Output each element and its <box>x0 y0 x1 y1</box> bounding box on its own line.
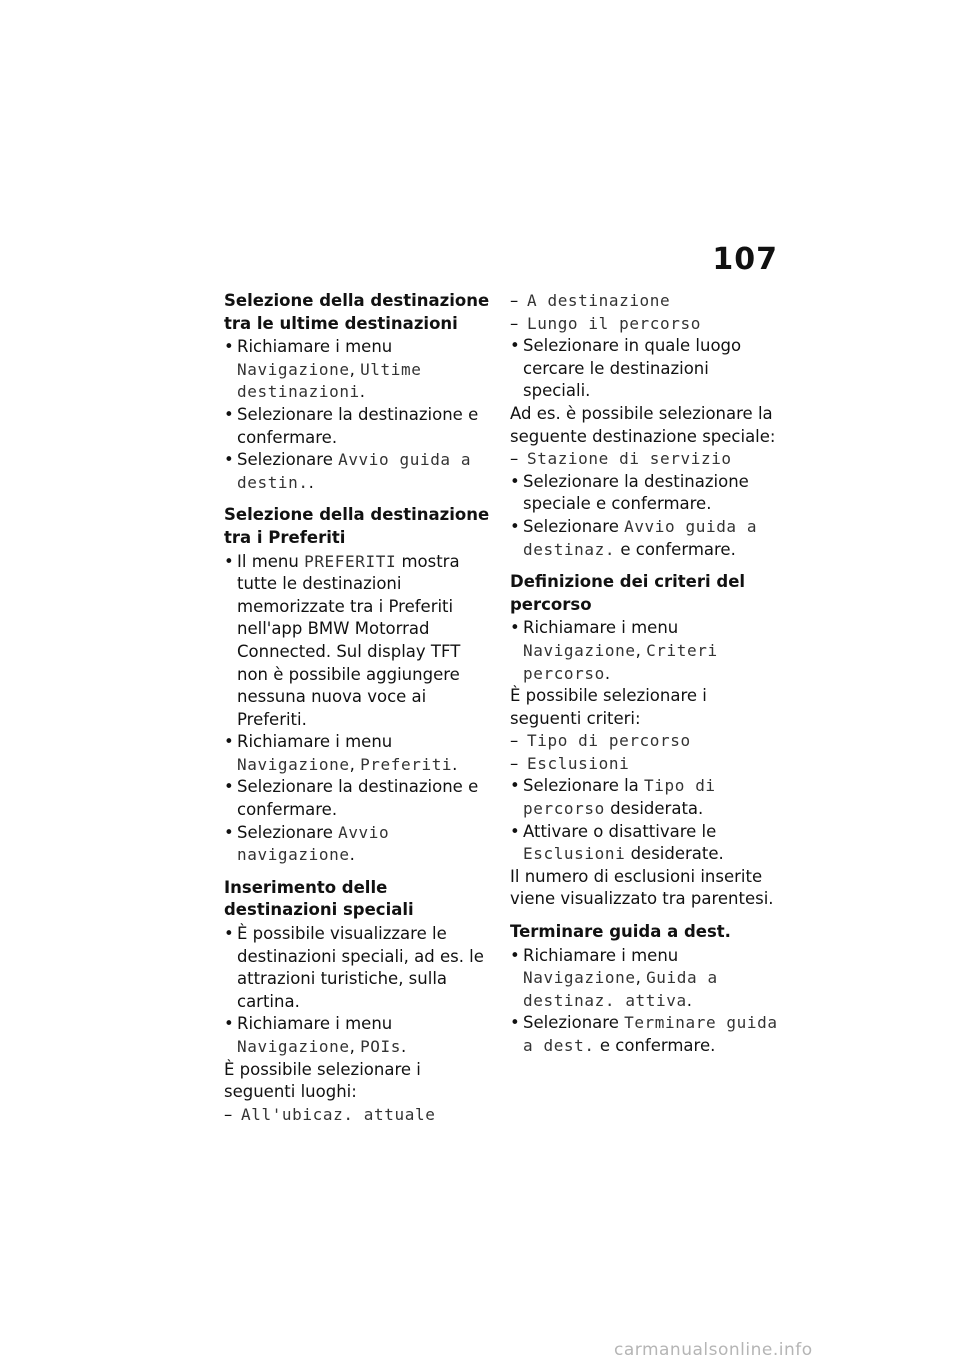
list-item: • Selezionare la destinazione e confermare. <box>224 404 479 447</box>
bullet-icon: • <box>510 618 520 638</box>
list-item: • Il menu PREFERITI mostra tutte le destinazioni memorizzate tra i Preferiti nell'app BMW Motorrad Connected. Sul display TFT non è possibile aggiungere nessuna nuova voce ai Preferiti. <box>224 551 461 729</box>
bullet-icon: • <box>510 1013 520 1033</box>
bullet-icon: • <box>224 404 234 424</box>
paragraph: Il numero di esclusioni inserite viene visualizzato tra parentesi. <box>510 866 774 909</box>
page-number: 107 <box>712 242 778 277</box>
dash-item: – A destinazione <box>510 290 778 313</box>
list-item: • Richiamare i menu Navigazione, Criteri percorso. <box>510 618 718 683</box>
bullet-icon: • <box>510 776 520 796</box>
bullet-icon: • <box>224 450 234 470</box>
dash-icon: – <box>510 313 519 333</box>
list-item: • Richiamare i menu Navigazione, Preferiti. <box>224 732 458 774</box>
list-item: • Selezionare la destinazione speciale e confermare. <box>510 471 749 514</box>
list-item: • Selezionare Avvio guida a destin.. <box>224 450 472 492</box>
dash-icon: – <box>510 291 519 310</box>
dash-icon: – <box>510 449 519 469</box>
bullet-icon: • <box>510 471 520 491</box>
bullet-icon: • <box>224 732 234 752</box>
bullet-icon: • <box>510 821 520 841</box>
dash-item: – Lungo il percorso <box>510 313 778 336</box>
list-item: • Richiamare i menu Navigazione, Guida a destinaz. attiva. <box>510 945 718 1010</box>
bullet-icon: • <box>510 516 520 536</box>
bullet-icon: • <box>510 945 520 965</box>
dash-item: – All'ubicaz. attuale <box>224 1104 492 1127</box>
list-item: • Selezionare la destinazione e confermare. <box>224 777 479 820</box>
section-title-special-destinations: Inserimento delle destinazioni speciali <box>224 877 414 920</box>
right-column <box>510 290 778 1058</box>
list-item: • Selezionare Avvio navigazione. <box>224 822 390 865</box>
section-title-route-criteria: Definizione dei criteri del percorso <box>510 572 746 614</box>
dash-icon: – <box>510 731 519 751</box>
bullet-icon: • <box>224 337 234 357</box>
section-title-recent-destinations: Selezione della destinazione tra le ultime destinazioni <box>224 291 490 333</box>
section-title-favourites: Selezione della destinazione tra i Preferiti <box>224 505 490 547</box>
bullet-icon: • <box>224 822 234 842</box>
list-item: • Richiamare i menu Navigazione, Ultime destinazioni. <box>224 337 422 402</box>
paragraph: Ad es. è possibile selezionare la seguente destinazione speciale: <box>510 403 776 446</box>
list-item: • È possibile visualizzare le destinazioni speciali, ad es. le attrazioni turistiche, sulla cartina. <box>224 924 484 1011</box>
dash-icon: – <box>510 753 519 773</box>
bullet-icon: • <box>224 924 234 944</box>
bullet-icon: • <box>224 777 234 797</box>
dash-item: – Stazione di servizio <box>510 448 778 471</box>
list-item: • Selezionare Avvio guida a destinaz. e confermare. <box>510 516 758 559</box>
list-item: • Richiamare i menu Navigazione, POIs. <box>224 1014 407 1056</box>
paragraph: È possibile selezionare i seguenti criteri: <box>510 686 707 728</box>
list-item: • Selezionare Terminare guida a dest. e confermare. <box>510 1013 778 1055</box>
bullet-icon: • <box>510 336 520 356</box>
left-column <box>224 290 492 1126</box>
list-item: • Attivare o disattivare le Esclusioni desiderate. <box>510 821 724 864</box>
section-title-end-guidance: Terminare guida a dest. <box>510 922 731 942</box>
list-item: • Selezionare la Tipo di percorso desiderata. <box>510 776 716 819</box>
list-item: • Selezionare in quale luogo cercare le destinazioni speciali. <box>510 336 742 401</box>
dash-item: – Esclusioni <box>510 753 778 776</box>
watermark-link[interactable]: carmanualsonline.info <box>614 1340 813 1360</box>
dash-icon: – <box>224 1104 233 1124</box>
bullet-icon: • <box>224 551 234 571</box>
dash-item: – Tipo di percorso <box>510 730 778 753</box>
paragraph: È possibile selezionare i seguenti luoghi: <box>224 1059 421 1102</box>
bullet-icon: • <box>224 1014 234 1034</box>
